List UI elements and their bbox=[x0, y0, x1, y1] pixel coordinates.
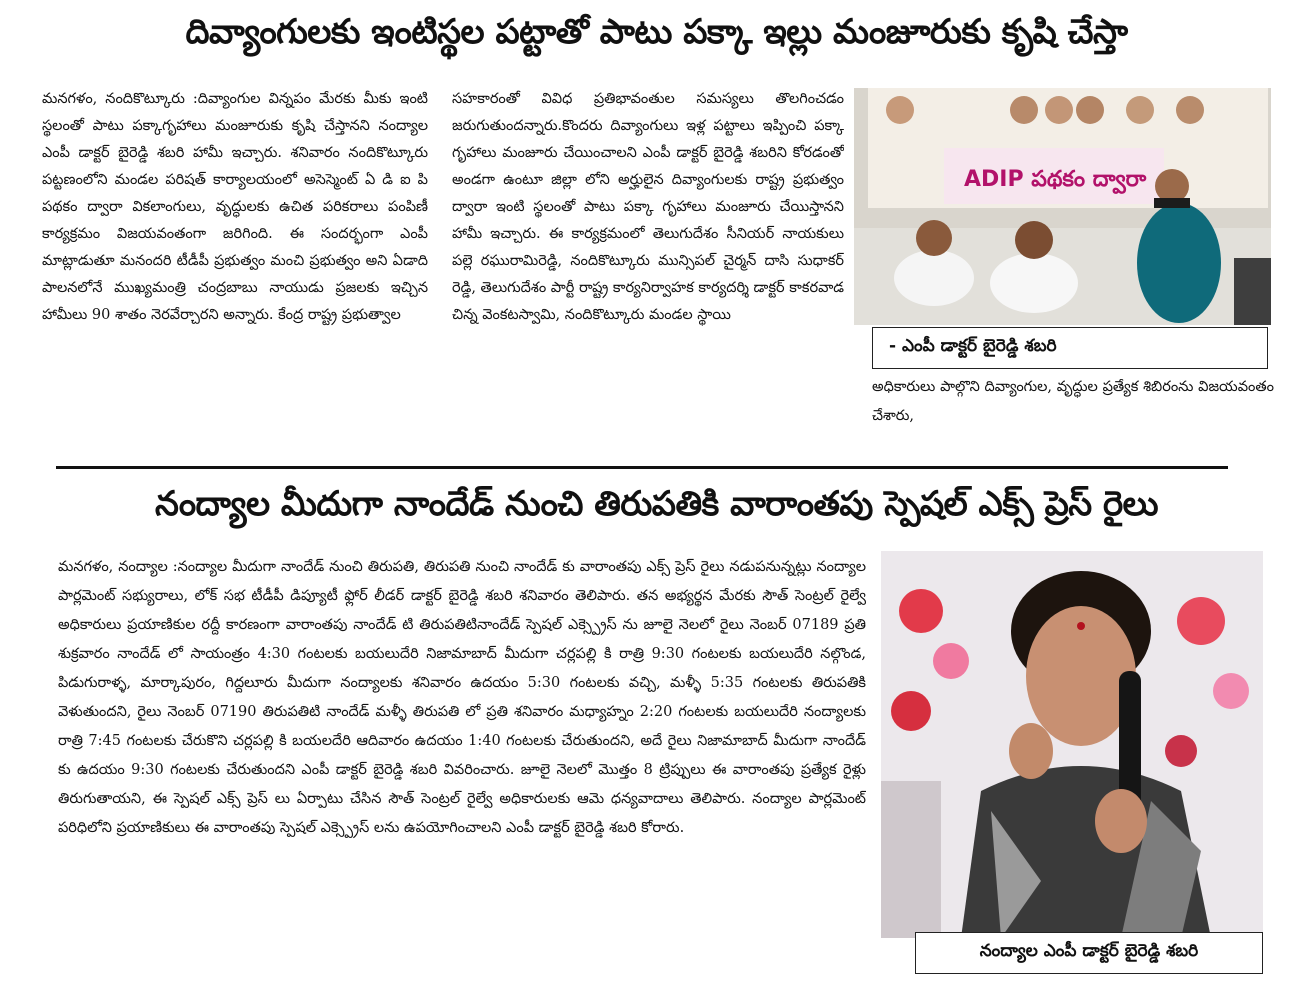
article1-paragraph-b: సహకారంతో వివిధ ప్రతిభావంతుల సమస్యలు తొలగించడం జరుగుతుందన్నారు.కొందరు దివ్యాంగులు ఇళ్ల పట్టాలు ఇప్పించి పక్కా గృహాలు మంజూరు చేయించాలని ఎంపీ డాక్టర్ బైరెడ్డి శబరిని కోరడంతో అండగా ఉంటూ జిల్లా లోని అర్హులైన దివ్యాంగులకు రాష్ట్ర ప్రభుత్వం ద్వారా ఇంటి స్థలంతో పాటు పక్కా గృహాలు మంజూరు చేయిస్తానని హామీ ఇచ్చారు. ఈ కార్యక్రమంలో తెలుగుదేశం సీనియర్ నాయకులు పల్లె రఘురామిరెడ్డి, నందికొట్కూరు మున్సిపల్ చైర్మన్ దాసి సుధాకర్ రెడ్డి, తెలుగుదేశం పార్టీ రాష్ట్ర కార్యనిర్వాహక కార్యదర్శి డాక్టర్ కాకరవాడ చిన్న వెంకటస్వామి, నందికొట్కూరు మండల స్థాయి bbox=[452, 91, 844, 323]
article1-column-b bbox=[452, 86, 844, 446]
article1-photo-caption: - ఎంపీ డాక్టర్ బైరెడ్డి శబరి bbox=[872, 327, 1268, 369]
article2-paragraph: మనగళం, నంద్యాల :నంద్యాల మీదుగా నాందేడ్ నుంచి తిరుపతి, తిరుపతి నుంచి నాందేడ్ కు వారాంతపు ఎక్స్ ప్రెస్ రైలు నడుపనున్నట్లు నంద్యాల పార్లమెంట్ సభ్యురాలు, లోక్ సభ టీడీపీ డిప్యూటీ ఫ్లోర్ లీడర్ డాక్టర్ బైరెడ్డి శబరి శనివారం తెలిపారు. తన అభ్యర్థన మేరకు సౌత్ సెంట్రల్ రైల్వే అధికారులు ప్రయాణికుల రద్దీ కారణంగా వారాంతపు నాందేడ్ టి తిరుపతిటినాందేడ్ స్పెషల్ ఎక్స్ప్రెస్ ను జూలై నెలలో రైలు నెంబర్ 07189 ప్రతి శుక్రవారం నాందేడ్ లో సాయంత్రం 4:30 గంటలకు బయలుదేరి నిజామాబాద్ మీదుగా చర్లపల్లి కి రాత్రి 9:30 గంటలకు బయలుదేరి నల్గొండ, పిడుగురాళ్ళ, మార్కాపురం, గిద్దలూరు మీదుగా నంద్యాలకు శనివారం ఉదయం 5:30 గంటలకు వచ్చి, మళ్ళీ 5:35 గంటలకు తిరుపతికి వెళుతుందని, రైలు నెంబర్ 07190 తిరుపతిటి నాందేడ్ మళ్ళీ తిరుపతి లో ప్రతి శనివారం మధ్యాహ్నం 2:20 గంటలకు బయలుదేరి నంద్యాలకు రాత్రి 7:45 గంటలకు చేరుకొని చర్లపల్లి కి బయలదేరి ఆదివారం ఉదయం 1:40 గంటలకు చేరుతుందని, అదే రైలు నిజామాబాద్ మీదుగా నాందేడ్ కు ఉదయం 9:30 గంటలకు చేరుతుందని ఎంపీ డాక్టర్ బైరెడ్డి శబరి వివరించారు. జూలై నెలలో మొత్తం 8 ట్రిప్పులు ఈ వారాంతపు ప్రత్యేక రైళ్లు తిరుగుతాయని, ఈ స్పెషల్ ఎక్స్ ప్రెస్ లు ఏర్పాటు చేసిన సౌత్ సెంట్రల్ రైల్వే అధికారులకు ఆమె ధన్యవాదాలు తెలిపారు. నంద్యాల పార్లమెంట్ పరిధిలోని ప్రయాణికులు ఈ వారాంతపు స్పెషల్ ఎక్స్ప్రెస్ లను ఉపయోగించాలని ఎంపీ డాక్టర్ బైరెడ్డి శబరి కోరారు. bbox=[58, 559, 866, 836]
article1-photo bbox=[854, 88, 1271, 325]
article1-headline: దివ్యాంగులకు ఇంటిస్థల పట్టాతో పాటు పక్కా ఇల్లు మంజూరుకు కృషి చేస్తా bbox=[185, 12, 1128, 52]
article2-photo-caption: నంద్యాల ఎంపీ డాక్టర్ బైరెడ్డి శబరి bbox=[915, 932, 1263, 974]
article1-paragraph-c: అధికారులు పాల్గొని దివ్యాంగుల, వృద్ధుల ప్రత్యేక శిబిరంను విజయవంతం చేశారు, bbox=[872, 379, 1274, 424]
article1-column-c bbox=[872, 373, 1274, 431]
photo-banner-text: ADIP పథకం ద్వారా bbox=[964, 167, 1147, 192]
article2-body-column bbox=[58, 553, 866, 973]
article1-column-a bbox=[42, 86, 428, 446]
article2-headline: నంద్యాల మీదుగా నాందేడ్ నుంచి తిరుపతికి వారాంతపు స్పెషల్ ఎక్స్ ప్రెస్ రైలు bbox=[154, 484, 1159, 524]
event-stage-photo bbox=[854, 88, 1271, 325]
speaker-portrait-photo bbox=[881, 551, 1263, 938]
article1-paragraph-a: మనగళం, నందికొట్కూరు :దివ్యాంగుల విన్నపం మేరకు మీకు ఇంటి స్థలంతో పాటు పక్కాగృహాలు మంజూరుకు కృషి చేస్తానని నంద్యాల ఎంపీ డాక్టర్ బైరెడ్డి శబరి హామీ ఇచ్చారు. శనివారం నందికొట్కూరు పట్టణంలోని మండల పరిషత్ కార్యాలయంలో అసెస్మెంట్ ఏ డి ఐ పి పథకం ద్వారా వికలాంగులు, వృద్ధులకు ఉచిత పరికరాలు పంపిణీ కార్యక్రమం విజయవంతంగా జరిగింది. ఈ సందర్భంగా ఎంపీ మాట్లాడుతూ మనందరి టీడీపీ ప్రభుత్వం మంచి ప్రభుత్వం అని ఏడాది పాలనలోనే ముఖ్యమంత్రి చంద్రబాబు నాయుడు ప్రజలకు ఇచ్చిన హామీలు 90 శాతం నెరవేర్చారని అన్నారు. కేంద్ర రాష్ట్ర ప్రభుత్వాల bbox=[42, 91, 428, 323]
article2-photo bbox=[881, 551, 1263, 938]
section-divider bbox=[56, 466, 1228, 469]
